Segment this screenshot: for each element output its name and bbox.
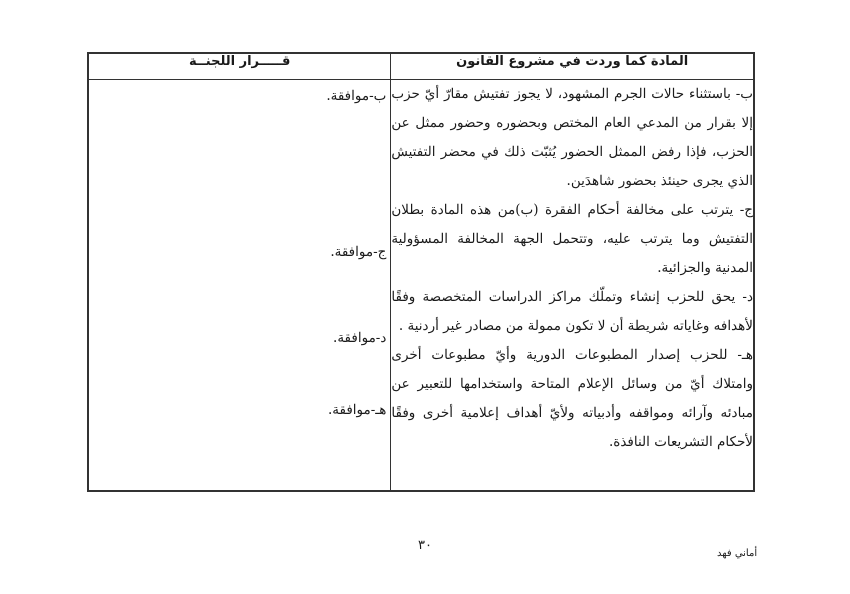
law-text-cell	[391, 80, 754, 492]
paragraph-h: هـ- للحزب إصدار المطبوعات الدورية وأيّ مطبوعات أخرى وامتلاك أيّ من وسائل الإعلام المتاحة واستخدامها للتعبير عن مبادئه وآرائه ومواقفه وأدبياته ولأيّ أهداف إعلامية أخرى وفقًا لأحكام التشريعات النافذة.	[391, 347, 753, 450]
decision-j: ج-موافقة.	[330, 244, 387, 260]
decision-cell	[88, 80, 391, 492]
header-law-text: المادة كما وردت في مشروع القانون	[391, 53, 754, 80]
decision-d: د-موافقة.	[333, 330, 387, 346]
paragraph-j: ج- يترتب على مخالفة أحكام الفقرة (ب)من هذه المادة بطلان التفتيش وما يترتب عليه، وتتحمل الجهة المخالفة المسؤولية المدنية والجزائية.	[391, 202, 753, 276]
page-number: ٣٠	[418, 538, 432, 553]
decision-b: ب-موافقة.	[326, 88, 387, 104]
header-committee-decision: قـــــرار اللجنــة	[88, 53, 391, 80]
paragraph-d: د- يحق للحزب إنشاء وتملّك مراكز الدراسات المتخصصة وفقًا لأهدافه وغاياته شريطة أن لا تكون ممولة من مصادر غير أردنية .	[391, 289, 753, 334]
decision-h: هـ-موافقة.	[327, 402, 387, 418]
table-header-row	[88, 53, 754, 80]
paragraph-b: ب- باستثناء حالات الجرم المشهود، لا يجوز تفتيش مقارّ أيّ حزب إلا بقرار من المدعي العام المختص وبحضوره وحضور ممثل عن الحزب، فإذا رفض الممثل الحضور يُثبّت ذلك في محضر التفتيش الذي يجرى حينئذ بحضور شاهدَين.	[391, 86, 753, 189]
signature: أماني فهد	[717, 548, 758, 559]
law-comparison-table	[87, 52, 755, 492]
table-row	[88, 80, 754, 492]
